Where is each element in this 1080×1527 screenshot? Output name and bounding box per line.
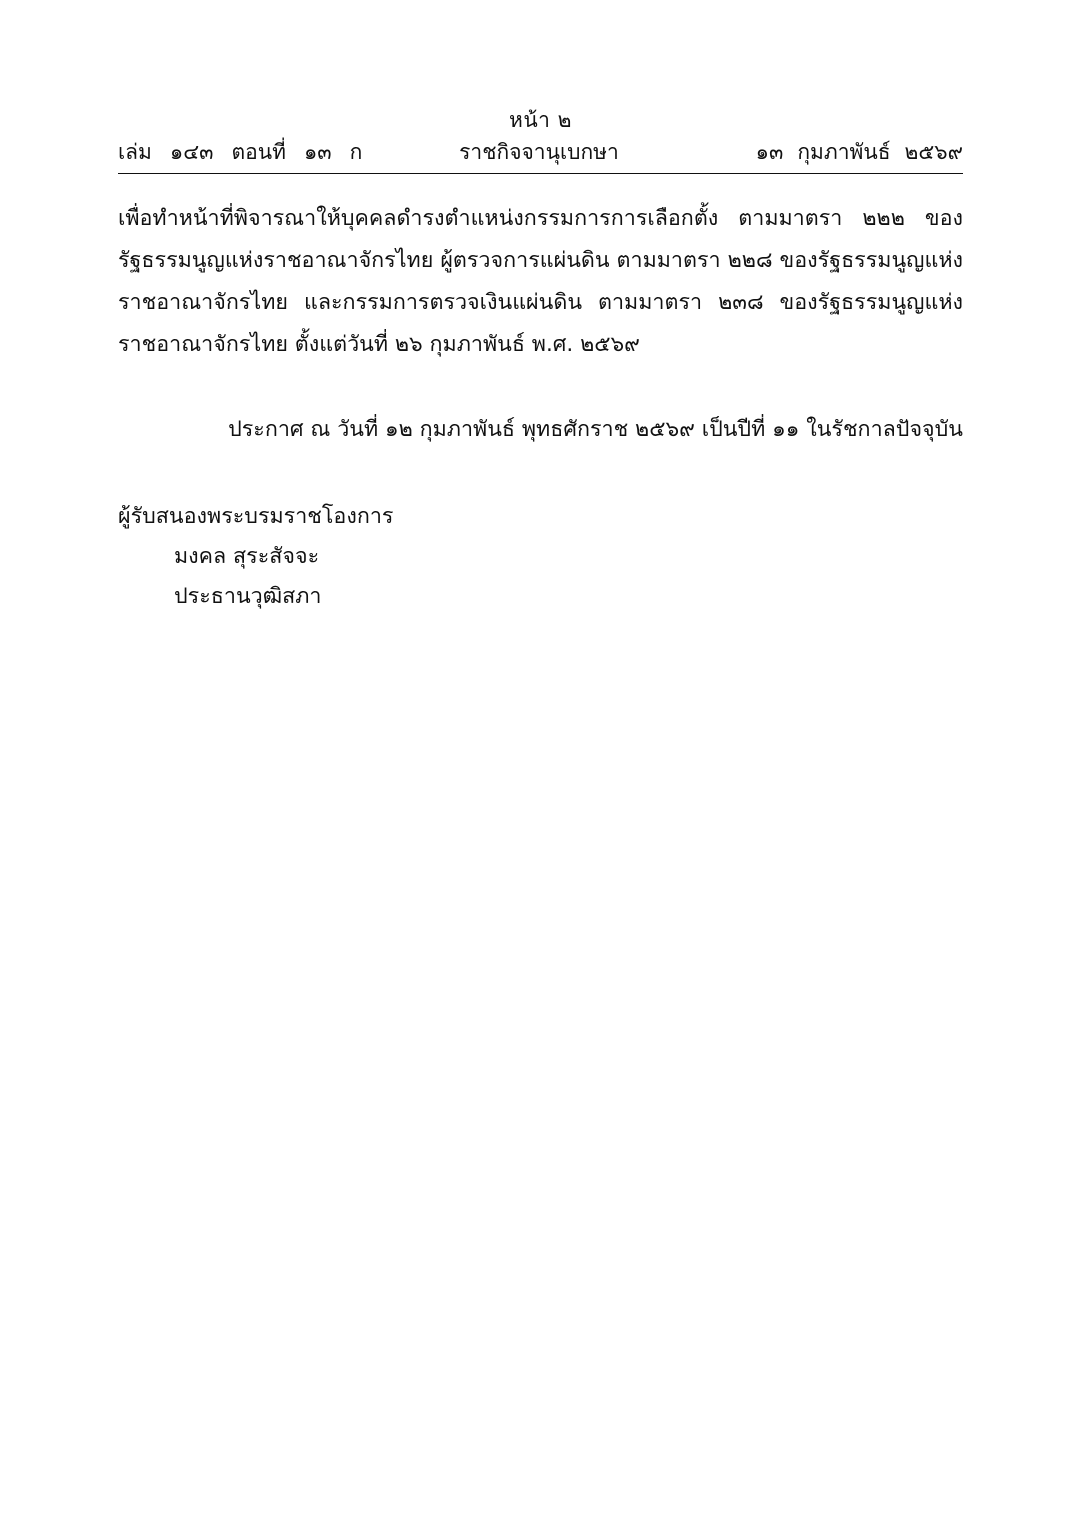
page-number: หน้า ๒ <box>508 108 572 132</box>
header-year: ๒๕๖๙ <box>904 140 963 165</box>
countersign-heading: ผู้รับสนองพระบรมราชโองการ <box>118 504 394 530</box>
section-value: ๑๓ <box>303 140 332 165</box>
header-month: กุมภาพันธ์ <box>797 140 891 165</box>
gazette-header <box>118 108 963 174</box>
proclamation-line: ประกาศ ณ วันที่ ๑๒ กุมภาพันธ์ พุทธศักราช ๒๕๖๙ เป็นปีที่ ๑๑ ในรัชกาลปัจจุบัน <box>228 417 963 443</box>
volume-label: เล่ม <box>118 140 152 165</box>
countersign-block <box>118 497 963 616</box>
section-label: ตอนที่ <box>231 140 286 165</box>
header-day: ๑๓ <box>755 140 784 165</box>
volume-value: ๑๔๓ <box>169 140 214 165</box>
paragraph-1: เพื่อทำหน้าที่พิจารณาให้บุคคลดำรงตำแหน่งกรรมการการเลือกตั้ง ตามมาตรา ๒๒๒ ของรัฐธรรมนูญแห่งราชอาณาจักรไทย ผู้ตรวจการแผ่นดิน ตามมาตรา ๒๒๘ ของรัฐธรรมนูญแห่งราชอาณาจักรไทย และกรรมการตรวจเงินแผ่นดิน ตามมาตรา ๒๓๘ ของรัฐธรรมนูญแห่งราชอาณาจักรไทย ตั้งแต่วันที่ ๒๖ กุมภาพันธ์ พ.ศ. ๒๕๖๙ <box>118 206 963 358</box>
header-row <box>118 139 963 166</box>
body-text <box>118 198 963 366</box>
page-content <box>118 108 963 616</box>
countersign-position: ประธานวุฒิสภา <box>174 583 322 609</box>
countersign-name: มงคล สุระสัจจะ <box>174 543 320 569</box>
section-type: ก <box>349 140 363 165</box>
gazette-name: ราชกิจจานุเบกษา <box>459 140 619 165</box>
header-left-group <box>118 139 362 166</box>
header-date-group <box>756 139 963 166</box>
header-divider <box>118 173 963 174</box>
